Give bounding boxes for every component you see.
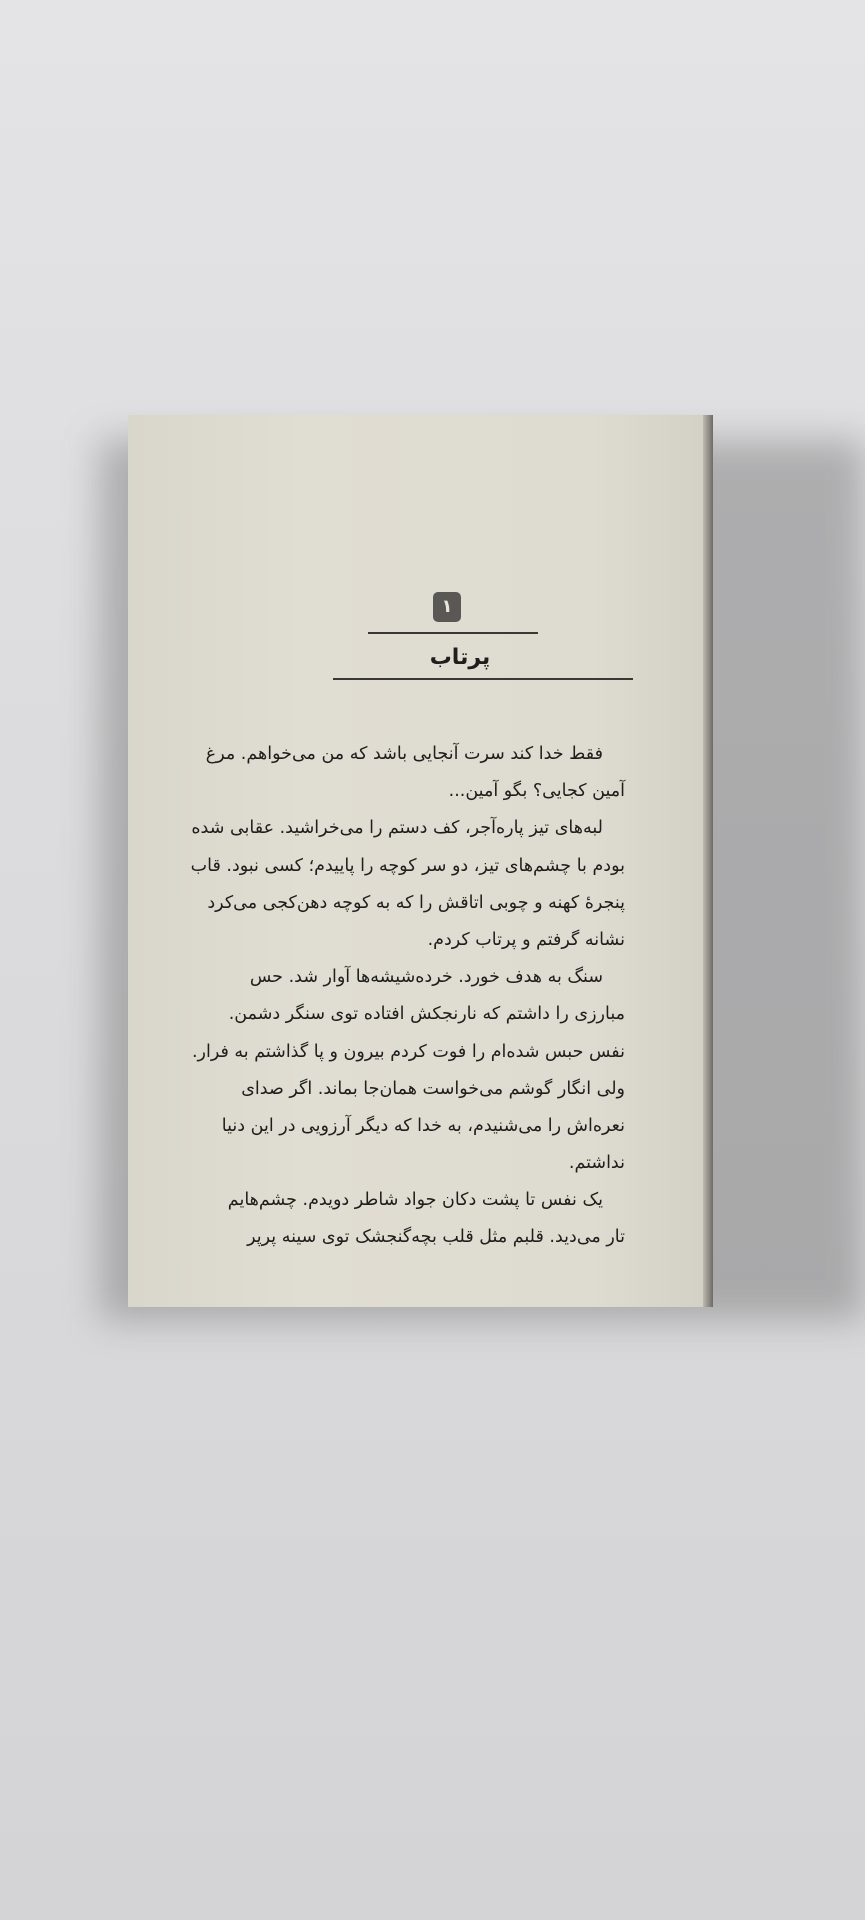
text-line: مبارزی را داشتم که نارنجکش افتاده توی سنگر دشمن. — [228, 1004, 625, 1025]
text-line: ولی انگار گوشم می‌خواست همان‌جا بماند. اگر صدای — [241, 1078, 625, 1099]
text-line: نعره‌اش را می‌شنیدم، به خدا که دیگر آرزویی در این دنیا — [221, 1115, 625, 1136]
chapter-body-text — [190, 736, 625, 1257]
chapter-rule-top — [368, 632, 538, 634]
text-line: بودم با چشم‌های تیز، دو سر کوچه را پاییدم؛ کسی نبود. قاب — [190, 855, 625, 876]
chapter-number-badge: ۱ — [433, 592, 461, 622]
chapter-rule-bottom — [333, 678, 633, 680]
text-line: یک نفس تا پشت دکان جواد شاطر دویدم. چشم‌هایم — [227, 1190, 603, 1211]
text-line: فقط خدا کند سرت آنجایی باشد که من می‌خواهم. مرغ — [205, 744, 603, 764]
text-line: سنگ به هدف خورد. خرده‌شیشه‌ها آوار شد. حس — [249, 967, 603, 988]
text-line: نداشتم. — [568, 1153, 625, 1174]
text-line: نشانه گرفتم و پرتاب کردم. — [427, 929, 625, 950]
book-page-edge — [703, 415, 713, 1307]
text-line: نفس حبس شده‌ام را فوت کردم بیرون و پا گذاشتم به فرار. — [191, 1041, 625, 1062]
text-line: آمین کجایی؟ بگو آمین... — [448, 781, 625, 802]
text-line: تار می‌دید. قلبم مثل قلب بچه‌گنجشک توی سینه پرپر — [247, 1227, 625, 1248]
chapter-title: پرتاب — [429, 645, 491, 670]
text-line: پنجرهٔ کهنه و چوبی اتاقش را که به کوچه دهن‌کجی می‌کرد — [207, 892, 625, 913]
text-line: لبه‌های تیز پاره‌آجر، کف دستم را می‌خراشید. عقابی شده — [191, 818, 603, 839]
